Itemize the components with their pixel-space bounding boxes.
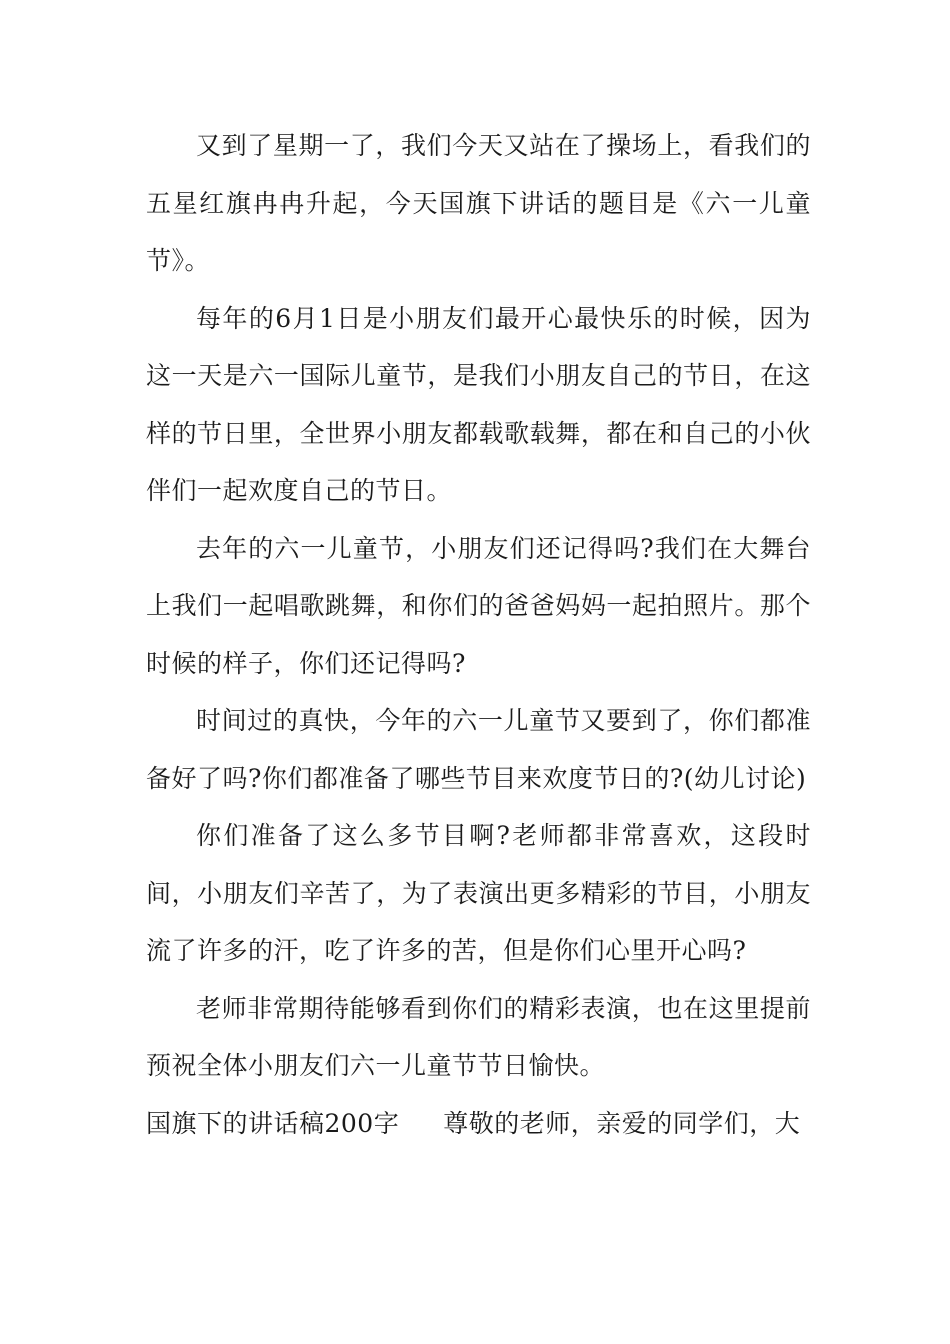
paragraph-2: 每年的6月1日是小朋友们最开心最快乐的时候，因为这一天是六一国际儿童节，是我们小朋友自己的节日，在这样的节日里，全世界小朋友都载歌载舞，都在和自己的小伙伴们一起欢度自己的节日。 [146, 303, 811, 505]
next-section-line [146, 1095, 811, 1153]
document-body [146, 117, 811, 1152]
paragraph-6: 老师非常期待能够看到你们的精彩表演，也在这里提前预祝全体小朋友们六一儿童节节日愉快。 [146, 993, 811, 1080]
paragraph-5: 你们准备了这么多节目啊?老师都非常喜欢，这段时间，小朋友们辛苦了，为了表演出更多精彩的节目，小朋友流了许多的汗，吃了许多的苦，但是你们心里开心吗? [146, 821, 811, 965]
paragraph-1: 又到了星期一了，我们今天又站在了操场上，看我们的五星红旗冉冉升起，今天国旗下讲话的题目是《六一儿童节》。 [146, 131, 811, 275]
paragraph-4: 时间过的真快，今年的六一儿童节又要到了，你们都准备好了吗?你们都准备了哪些节目来欢度节日的?(幼儿讨论) [146, 706, 811, 793]
next-section-title: 国旗下的讲话稿200字 [146, 1108, 400, 1138]
paragraph-3: 去年的六一儿童节，小朋友们还记得吗?我们在大舞台上我们一起唱歌跳舞，和你们的爸爸妈妈一起拍照片。那个时候的样子，你们还记得吗? [146, 533, 811, 678]
next-section-opening: 尊敬的老师，亲爱的同学们，大 [443, 1108, 801, 1138]
